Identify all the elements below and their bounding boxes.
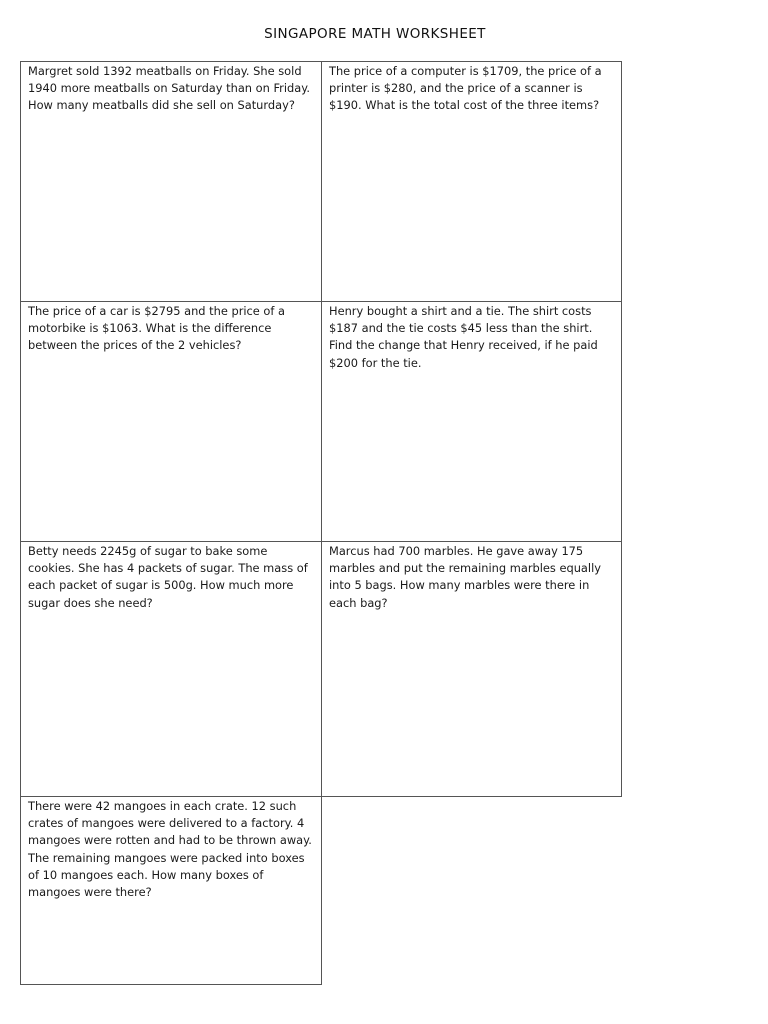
problem-text: Marcus had 700 marbles. He gave away 175 marbles and put the remaining marbles equally into 5 bags. How many marbles were there in each bag? [329, 544, 601, 610]
problem-cell [321, 301, 622, 542]
problem-text: The price of a computer is $1709, the price of a printer is $280, and the price of a scanner is $190. What is the total cost of the three items? [329, 64, 602, 113]
problem-cell [321, 61, 622, 302]
problem-cell [20, 541, 322, 797]
problem-text: The price of a car is $2795 and the price of a motorbike is $1063. What is the difference between the prices of the 2 vehicles? [28, 304, 286, 353]
problem-text: Betty needs 2245g of sugar to bake some cookies. She has 4 packets of sugar. The mass of each packet of sugar is 500g. How much more sugar does she need? [28, 544, 308, 610]
problem-text: Henry bought a shirt and a tie. The shirt costs $187 and the tie costs $45 less than the shirt. Find the change that Henry received, if he paid $200 for the tie. [329, 304, 598, 370]
problem-cell [20, 796, 322, 985]
problem-text: Margret sold 1392 meatballs on Friday. She sold 1940 more meatballs on Saturday than on Friday. How many meatballs did she sell on Saturday? [28, 64, 310, 113]
problem-cell [321, 541, 622, 797]
problem-cell [20, 61, 322, 302]
problem-text: There were 42 mangoes in each crate. 12 such crates of mangoes were delivered to a factory. 4 mangoes were rotten and had to be thrown away. The remaining mangoes were packed into boxes of 10 mangoes each. How many boxes of mangoes were there? [28, 799, 312, 900]
worksheet-title: SINGAPORE MATH WORKSHEET [264, 26, 486, 42]
problem-cell [20, 301, 322, 542]
